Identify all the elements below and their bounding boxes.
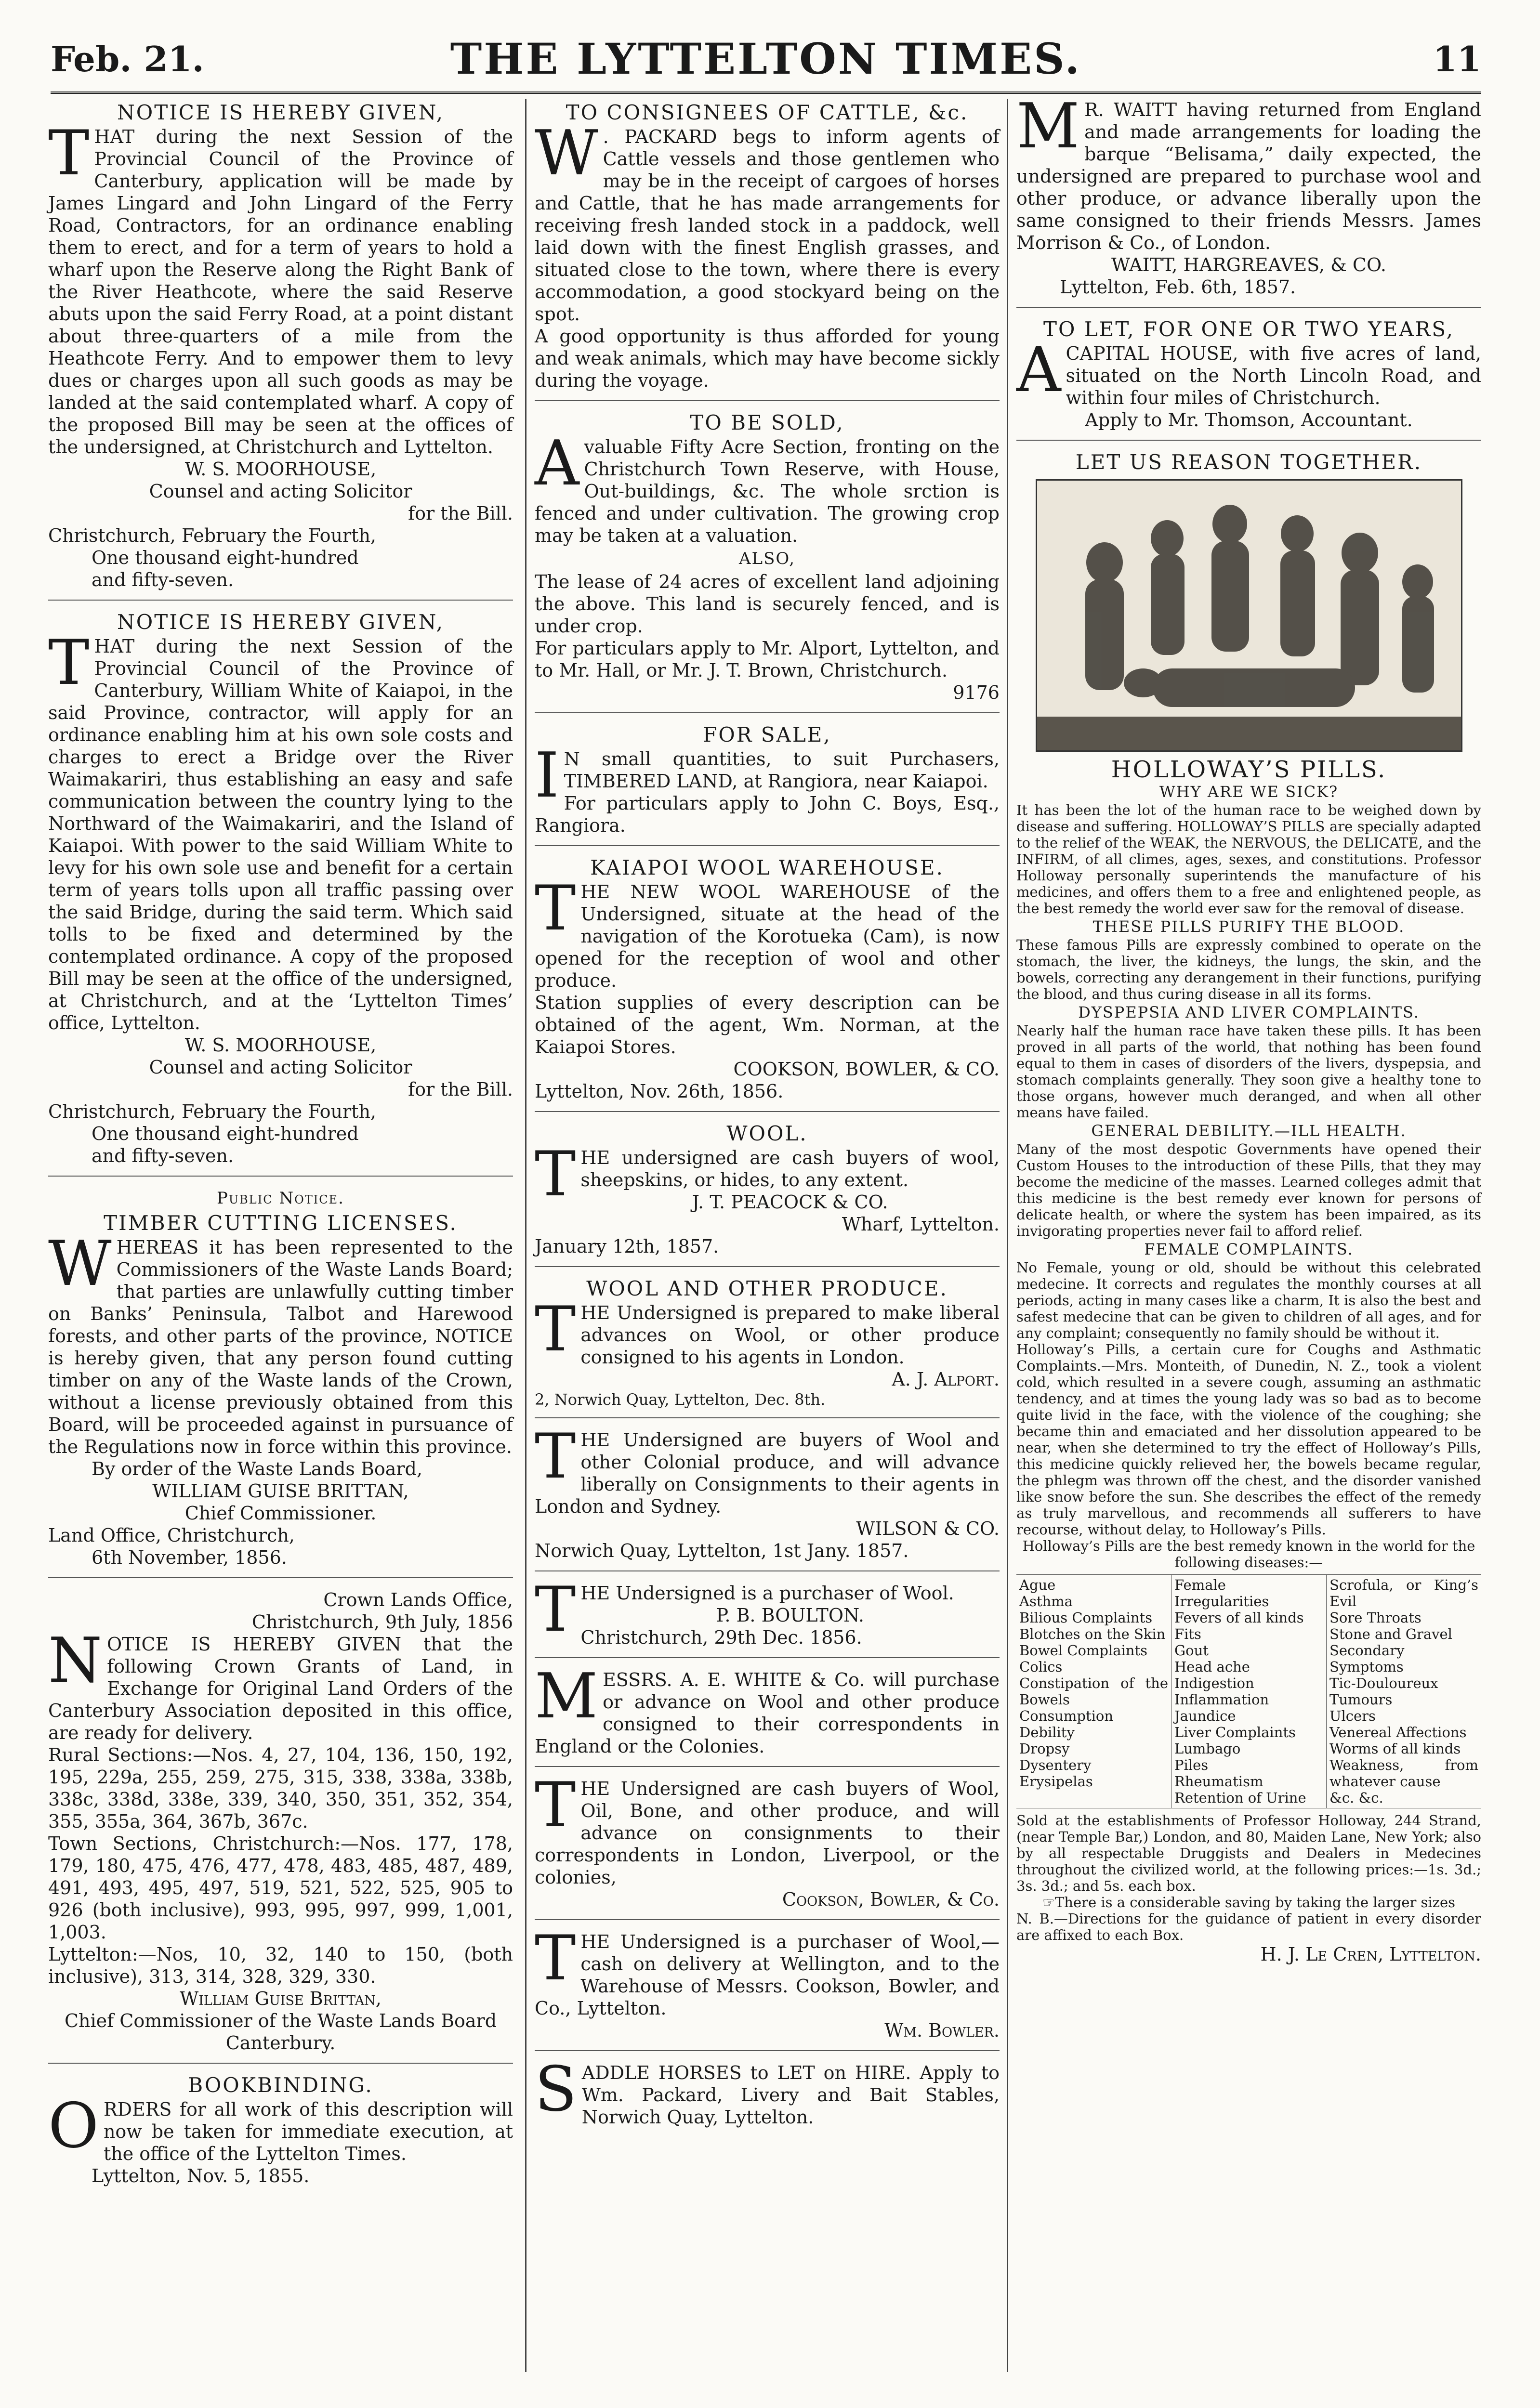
ad-waitt-hargreaves: [1016, 91, 1481, 308]
ad-subheading: ALSO,: [738, 549, 796, 568]
disease-item: Weakness, from whatever cause: [1329, 1757, 1478, 1790]
column-rule: [1007, 99, 1008, 2372]
drop-cap: T: [535, 873, 576, 944]
ad-heading: WOOL AND OTHER PRODUCE.: [586, 1277, 948, 1300]
page-number: 11: [1433, 39, 1481, 79]
disease-item: Fits: [1174, 1626, 1201, 1642]
product-title: HOLLOWAY’S PILLS.: [1111, 756, 1387, 783]
drop-cap: T: [535, 1769, 576, 1841]
column-2: [535, 99, 1000, 2147]
disease-item: Jaundice: [1174, 1708, 1236, 1724]
drop-cap: M: [1016, 91, 1080, 162]
ad-wool-other-produce: [535, 1278, 1000, 1418]
ad-body: HE Undersigned are cash buyers of Wool, Oil, Bone, and other produce, and will advance on consignments to their correspondents in London, Liverpool, or the colonies,: [535, 1778, 1000, 1888]
ad-heading: NOTICE IS HEREBY GIVEN,: [117, 101, 444, 124]
ad-place: Christchurch, February the Fourth,: [48, 525, 376, 546]
engraving-illustration: [1036, 479, 1462, 752]
ad-saddle-horses: [535, 2054, 1000, 2137]
signature: Cookson, Bowler, & Co.: [782, 1889, 1000, 1910]
notice-bookbinding: [48, 2074, 513, 2196]
town-sections: Town Sections, Christchurch:—Nos. 177, 178, 179, 180, 475, 476, 477, 478, 483, 485, 487, 489, 491, 493, 495, 497, 519, 521, 522, 525, 905 to 926 (both inclusive), 993, 995, 997, 999, 1,001, 1,003.: [48, 1833, 513, 1943]
ad-body: HE Undersigned are buyers of Wool and other Colonial produce, and will advance liberally on Consignments to their agents in London and Sydney.: [535, 1429, 1000, 1517]
ad-heading: TIMBER CUTTING LICENSES.: [104, 1211, 458, 1235]
ad-body: These famous Pills are expressly combined to operate on the stomach, the liver, the kidneys, the lungs, the skin, and the bowels, correcting any derangement in their functions, purifying the blood, and thus curing disease in all its forms.: [1016, 937, 1481, 1002]
ad-heading: LET US REASON TOGETHER.: [1075, 450, 1422, 474]
ad-body: HE undersigned are cash buyers of wool, sheepskins, or hides, to any extent.: [580, 1147, 1000, 1191]
ad-wilson-co: [535, 1421, 1000, 1571]
ad-place: Crown Lands Office,: [323, 1589, 513, 1610]
ad-to-let: [1016, 318, 1481, 441]
ad-date: 2, Norwich Quay, Lyttelton, Dec. 8th.: [535, 1390, 826, 1409]
disease-item: Consumption: [1019, 1708, 1114, 1724]
drop-cap: W: [48, 1228, 112, 1300]
ad-boulton: [535, 1574, 1000, 1658]
ad-body: There is a considerable saving by taking the larger sizes: [1054, 1894, 1456, 1911]
ad-body: N small quantities, to suit Purchasers, TIMBERED LAND, at Rangiora, near Kaiapoi.: [564, 748, 1000, 792]
signature-title: Counsel and acting Solicitor: [149, 481, 412, 502]
diseases-column: [1327, 1575, 1481, 1808]
ad-heading: FOR SALE,: [703, 723, 831, 746]
ad-body: For particulars apply to John C. Boys, Esq., Rangiora.: [535, 793, 1000, 836]
signature: WILLIAM GUISE BRITTAN,: [152, 1480, 409, 1502]
newspaper-title: THE LYTTELTON TIMES.: [450, 34, 1082, 84]
ad-body: HE NEW WOOL WAREHOUSE of the Undersigned, situate at the head of the navigation of the Korotueka (Cam), is now opened for the reception of wool and other produce.: [535, 881, 1000, 991]
ad-date: One thousand eight-hundred: [92, 1123, 359, 1144]
disease-item: Constipation of the Bowels: [1019, 1675, 1168, 1708]
ad-date: Norwich Quay, Lyttelton, 1st Jany. 1857.: [535, 1540, 909, 1561]
drop-cap: T: [535, 1574, 576, 1646]
ad-body: . PACKARD begs to inform agents of Cattle vessels and those gentlemen who may be in the receipt of cargoes of horses and Cattle, that he has made arrangements for receiving fresh landed stock in a paddock, well laid down with the finest English grasses, and situated close to the town, where there is every accommodation, a good stockyard being on the spot.: [535, 126, 1000, 325]
ad-body: It has been the lot of the human race to be weighed down by disease and suffering. HOLLOWAY’S PILLS are specially adapted to the relief of the WEAK, the NERVOUS, the DELICATE, and the INFIRM, of all climes, ages, sexes, and constitutions. Professor Holloway personally superintends the manufacture of his medicines, and offers them to a free and enlightened people, as the best remedy the world ever saw for the removal of disease.: [1016, 802, 1481, 916]
issue-date: Feb. 21.: [51, 39, 204, 79]
drop-cap: N: [48, 1625, 102, 1697]
ad-body: HEREAS it has been represented to the Commissioners of the Waste Lands Board; that parties are unlawfully cutting timber on Banks’ Peninsula, Talbot and Harewood forests, and other parts of the province, NOTICE is hereby given, that any person found cutting timber on any of the Waste lands of the Crown, without a license previously obtained from this Board, will be proceeded against in pursuance of the Regulations now in force within this province.: [48, 1237, 513, 1457]
ad-body: Nearly half the human race have taken these pills. It has been proved in all parts of the world, that nothing has been found equal to them in cases of disorders of the livers, dyspepsia, and stomach complaints generally. They soon give a healthy tone to those organs, however much deranged, and when all other means have failed.: [1016, 1022, 1481, 1121]
ad-subheading: THESE PILLS PURIFY THE BLOOD.: [1092, 917, 1405, 936]
ad-wm-bowler: [535, 1923, 1000, 2051]
signature-title: for the Bill.: [408, 503, 513, 524]
disease-item: Erysipelas: [1019, 1773, 1093, 1790]
disease-item: Asthma: [1019, 1593, 1073, 1610]
pointing-hand-icon: ☞: [1042, 1894, 1055, 1911]
ad-body: Many of the most despotic Governments have opened their Custom Houses to the introduction of these Pills, that they may become the medicine of the masses. Learned colleges admit that this medicine is the best remedy ever known for persons of delicate health, or where the system has been impaired, as its invigorating properties never fail to afford relief.: [1016, 1141, 1481, 1239]
signature-place: Wharf, Lyttelton.: [842, 1214, 1000, 1235]
ad-body: The lease of 24 acres of excellent land adjoining the above. This land is securely fenced, and is under crop.: [535, 571, 1000, 637]
signature: COOKSON, BOWLER, & CO.: [733, 1059, 1000, 1080]
ad-date: 6th November, 1856.: [92, 1547, 287, 1568]
ad-note: N. B.—Directions for the guidance of patient in every disorder are affixed to each Box.: [1016, 1911, 1481, 1943]
ad-date: and fifty-seven.: [92, 569, 234, 590]
signature: H. J. Le Cren, Lyttelton.: [1260, 1944, 1481, 1965]
signature: J. T. PEACOCK & CO.: [692, 1191, 888, 1213]
ad-heading: TO BE SOLD,: [690, 411, 844, 434]
ad-heading: TO LET, FOR ONE OR TWO YEARS,: [1043, 317, 1454, 341]
ad-consignees-cattle: [535, 102, 1000, 401]
ad-body: HAT during the next Session of the Provincial Council of the Province of Canterbury, William White of Kaiapoi, in the said Province, contractor, will apply for an ordinance enabling him at his own sole costs and charges to erect a Bridge over the River Waimakariri, thus establishing an easy and safe communication between the country lying to the Northward of the Waimakariri, and the Island of Kaiapoi. With power to the said William White to levy for his own sole use and benefit for a certain term of years tolls upon all traffic passing over the said Bridge, during the said term. Which said tolls to be fixed and determined by the contemplated ordinance. A copy of the proposed Bill may be seen at the office of the undersigned, at Christchurch, and at the ‘Lyttelton Times’ office, Lyttelton.: [48, 636, 513, 1034]
ad-body: ADDLE HORSES to LET on HIRE. Apply to Wm. Packard, Livery and Bait Stables, Norwich Quay, Lyttelton.: [581, 2062, 1000, 2128]
ad-date: and fifty-seven.: [92, 1145, 234, 1166]
notice-white-bridge: [48, 611, 513, 1177]
ad-to-be-sold: [535, 412, 1000, 713]
ad-body: CAPITAL HOUSE, with five acres of land, situated on the North Lincoln Road, and within four miles of Christchurch.: [1066, 343, 1481, 408]
disease-item: Lumbago: [1174, 1741, 1241, 1757]
disease-item: Venereal Affections: [1329, 1724, 1467, 1741]
ad-heading: BOOKBINDING.: [188, 2073, 373, 2097]
disease-item: Scrofula, or King’s Evil: [1329, 1577, 1478, 1610]
disease-item: Liver Complaints: [1174, 1724, 1296, 1741]
ad-body: HE Undersigned is a purchaser of Wool,—cash on delivery at Wellington, and to the Warehouse of Messrs. Cookson, Bowler, and Co., Lyttelton.: [535, 1931, 1000, 2019]
drop-cap: T: [535, 1294, 576, 1365]
rural-sections: Rural Sections:—Nos. 4, 27, 104, 136, 150, 192, 195, 229a, 255, 259, 275, 315, 338, 338a, 338b, 338c, 338d, 338e, 339, 340, 350, 351, 352, 354, 355, 355a, 364, 367b, 367c.: [48, 1744, 513, 1832]
ad-heading: KAIAPOI WOOL WAREHOUSE.: [590, 856, 944, 879]
disease-item: Female Irregularities: [1174, 1577, 1269, 1610]
ad-holloways-pills: [1016, 451, 1481, 1974]
ad-body: ESSRS. A. E. WHITE & Co. will purchase or advance on Wool and other produce consigned to their correspondents in England or the Colonies.: [535, 1669, 1000, 1757]
ad-date: Lyttelton, Nov. 5, 1855.: [92, 2165, 310, 2186]
ad-order: By order of the Waste Lands Board,: [92, 1458, 422, 1479]
ad-body: Sold at the establishments of Professor Holloway, 244 Strand, (near Temple Bar,) London, and 80, Maiden Lane, New York; also by all respectable Druggists and Dealers in Medecines throughout the civilized world, at the following prices:—1s. 3d.; 3s. 3d.; and 5s. each box.: [1016, 1812, 1481, 1894]
signature: William Guise Brittan,: [180, 1988, 382, 2009]
ad-body: A good opportunity is thus afforded for young and weak animals, which may have become sickly during the voyage.: [535, 326, 1000, 391]
column-3: [1016, 91, 1481, 1985]
ad-heading: WOOL.: [726, 1122, 808, 1145]
drop-cap: A: [535, 428, 579, 499]
drop-cap: A: [1016, 334, 1061, 406]
ad-body: HE Undersigned is prepared to make liberal advances on Wool, or other produce consigned to his agents in London.: [580, 1302, 1000, 1368]
disease-item: Colics: [1019, 1659, 1063, 1675]
drop-cap: T: [535, 1139, 576, 1210]
drop-cap: S: [535, 2054, 577, 2125]
disease-item: Dysentery: [1019, 1757, 1092, 1773]
notice-crown-grants: [48, 1589, 513, 2064]
disease-item: Worms of all kinds: [1329, 1741, 1461, 1757]
drop-cap: T: [535, 1923, 576, 1994]
diseases-column: [1016, 1575, 1171, 1808]
ad-body: HE Undersigned is a purchaser of Wool.: [580, 1583, 954, 1604]
ad-body: Station supplies of every description can be obtained of the agent, Wm. Norman, at the Kaiapoi Stores.: [535, 992, 1000, 1058]
signature: WILSON & CO.: [856, 1518, 1000, 1539]
signature: P. B. BOULTON.: [716, 1605, 864, 1626]
signature-title: Counsel and acting Solicitor: [149, 1057, 412, 1078]
ad-date: January 12th, 1857.: [535, 1236, 719, 1257]
ad-place: Christchurch, February the Fourth,: [48, 1101, 376, 1122]
ad-kaiapoi-wool-warehouse: [535, 857, 1000, 1112]
ad-date: Christchurch, 9th July, 1856: [251, 1611, 513, 1633]
signature-title: for the Bill.: [408, 1079, 513, 1100]
ad-place: Land Office, Christchurch,: [48, 1525, 295, 1546]
notice-lingard-wharf: [48, 102, 513, 601]
ad-preheading: Public Notice.: [217, 1189, 344, 1208]
disease-item: Ague: [1019, 1577, 1056, 1593]
ad-date: One thousand eight-hundred: [92, 547, 359, 568]
ad-number: 9176: [953, 682, 1000, 703]
disease-item: Tumours: [1329, 1691, 1393, 1708]
disease-item: Bowel Complaints: [1019, 1642, 1148, 1659]
signature-title: Canterbury.: [225, 2032, 336, 2054]
signature-title: Chief Commissioner.: [184, 1503, 377, 1524]
disease-item: Blotches on the Skin: [1019, 1626, 1166, 1642]
disease-item: Tic-Douloureux: [1329, 1675, 1438, 1691]
ad-body: Holloway’s Pills are the best remedy known in the world for the following diseases:—: [1022, 1538, 1475, 1570]
drop-cap: O: [48, 2090, 99, 2162]
disease-item: Stone and Gravel: [1329, 1626, 1452, 1642]
drop-cap: W: [535, 118, 598, 189]
disease-item: Debility: [1019, 1724, 1075, 1741]
disease-item: Bilious Complaints: [1019, 1610, 1153, 1626]
ad-body: valuable Fifty Acre Section, fronting on the Christchurch Town Reserve, with House, Out-buildings, &c. The whole srction is fenced and under cultivation. The growing crop may be taken at a valuation.: [535, 436, 1000, 546]
disease-item: Inflammation: [1174, 1691, 1269, 1708]
disease-item: Rheumatism: [1174, 1773, 1264, 1790]
drop-cap: I: [535, 740, 559, 811]
signature: W. S. MOORHOUSE,: [184, 458, 377, 480]
signature: W. S. MOORHOUSE,: [184, 1034, 377, 1056]
drop-cap: T: [48, 627, 90, 699]
ad-subheading: FEMALE COMPLAINTS.: [1144, 1240, 1354, 1258]
ad-cookson-bowler: [535, 1769, 1000, 1920]
ad-body: RDERS for all work of this description will now be taken for immediate execution, at the office of the Lyttelton Times.: [103, 2099, 513, 2164]
column-1: [48, 99, 513, 2206]
disease-item: Sore Throats: [1329, 1610, 1422, 1626]
ad-body: Apply to Mr. Thomson, Accountant.: [1085, 409, 1413, 431]
disease-item: Indigestion: [1174, 1675, 1254, 1691]
signature-title: Chief Commissioner of the Waste Lands Board: [64, 2010, 497, 2031]
drop-cap: T: [535, 1421, 576, 1492]
ad-date: Lyttelton, Feb. 6th, 1857.: [1060, 276, 1296, 298]
ad-subheading: WHY ARE WE SICK?: [1159, 783, 1339, 801]
ad-date: Christchurch, 29th Dec. 1856.: [580, 1627, 862, 1648]
ad-date: Lyttelton, Nov. 26th, 1856.: [535, 1081, 784, 1102]
ad-body: No Female, young or old, should be without this celebrated medecine. It corrects and regulates the monthly courses at all periods, acting in many cases like a charm, It is also the best and safest medecine that can be given to children of all ages, and for any complaint; consequently no family should be without it.: [1016, 1259, 1481, 1341]
disease-item: Fevers of all kinds: [1174, 1610, 1304, 1626]
ad-subheading: DYSPEPSIA AND LIVER COMPLAINTS.: [1078, 1003, 1420, 1021]
disease-item: &c. &c.: [1329, 1790, 1383, 1806]
signature: WAITT, HARGREAVES, & CO.: [1111, 254, 1387, 275]
disease-item: Piles: [1174, 1757, 1209, 1773]
signature: Wm. Bowler.: [884, 2020, 1000, 2041]
notice-timber-licenses: [48, 1187, 513, 1578]
disease-item: Secondary Symptoms: [1329, 1642, 1405, 1675]
disease-item: Gout: [1174, 1642, 1209, 1659]
masthead: [51, 34, 1481, 94]
disease-item: Ulcers: [1329, 1708, 1376, 1724]
column-rule: [525, 99, 526, 2372]
signature: A. J. Alport.: [892, 1369, 1000, 1390]
ad-heading: TO CONSIGNEES OF CATTLE, &c.: [566, 101, 969, 124]
disease-item: Retention of Urine: [1174, 1790, 1306, 1806]
ad-subheading: GENERAL DEBILITY.—ILL HEALTH.: [1091, 1122, 1407, 1140]
ad-body: Holloway’s Pills, a certain cure for Coughs and Asthmatic Complaints.—Mrs. Monteith, of Dunedin, N. Z., took a violent cold, which resulted in a severe cough, assuming an asthmatic tendency, and at times the young lady was so bad as to become quite livid in the face, with the violence of the coughing; she became thin and emaciated and her dissolution appeared to be near, when she determined to try the effect of Holloway’s Pills, this medicine quickly relieved her, the bowels became regular, the phlegm was thrown off the chest, and the disorder vanished like snow before the sun. She describes the effect of the remedy as truly marvellous, and recommends all sufferers to have recourse, without delay, to Holloway’s Pills.: [1016, 1341, 1481, 1538]
engraving-figures: [1037, 481, 1461, 750]
ad-heading: NOTICE IS HEREBY GIVEN,: [117, 610, 444, 634]
drop-cap: M: [535, 1661, 598, 1732]
ad-body: R. WAITT having returned from England and made arrangements for loading the barque “Belisama,” daily expected, the undersigned are prepared to purchase wool and other produce, or advance liberally upon the same consigned to their friends Messrs. James Morrison & Co., of London.: [1016, 99, 1481, 253]
lyttelton-sections: Lyttelton:—Nos, 10, 32, 140 to 150, (both inclusive), 313, 314, 328, 329, 330.: [48, 1944, 513, 1987]
disease-item: Head ache: [1174, 1659, 1250, 1675]
ad-body: For particulars apply to Mr. Alport, Lyttelton, and to Mr. Hall, or Mr. J. T. Brown, Christchurch.: [535, 638, 1000, 681]
diseases-column: [1171, 1575, 1327, 1808]
ad-wool-peacock: [535, 1123, 1000, 1267]
ad-body: HAT during the next Session of the Provincial Council of the Province of Canterbury, application will be made by James Lingard and John Lingard of the Ferry Road, Contractors, for an ordinance enabling them to erect, and for a term of years to hold a wharf upon the Reserve along the Right Bank of the River Heathcote, where the said Reserve abuts upon the said Ferry Road, at a point distant about three-quarters of a mile from the Heathcote Ferry. And to empower them to levy dues or charges upon all such goods as may be landed at the said contemplated wharf. A copy of the proposed Bill may be seen at the offices of the undersigned, at Christchurch and Lyttelton.: [48, 126, 513, 458]
ad-body: OTICE IS HEREBY GIVEN that the following Crown Grants of Land, in Exchange for Original Land Orders of the Canterbury Association deposited in this office, are ready for delivery.: [48, 1634, 513, 1743]
disease-item: Dropsy: [1019, 1741, 1070, 1757]
ad-for-sale: [535, 724, 1000, 846]
diseases-table: [1016, 1574, 1481, 1808]
ad-ae-white: [535, 1661, 1000, 1767]
drop-cap: T: [48, 118, 90, 189]
